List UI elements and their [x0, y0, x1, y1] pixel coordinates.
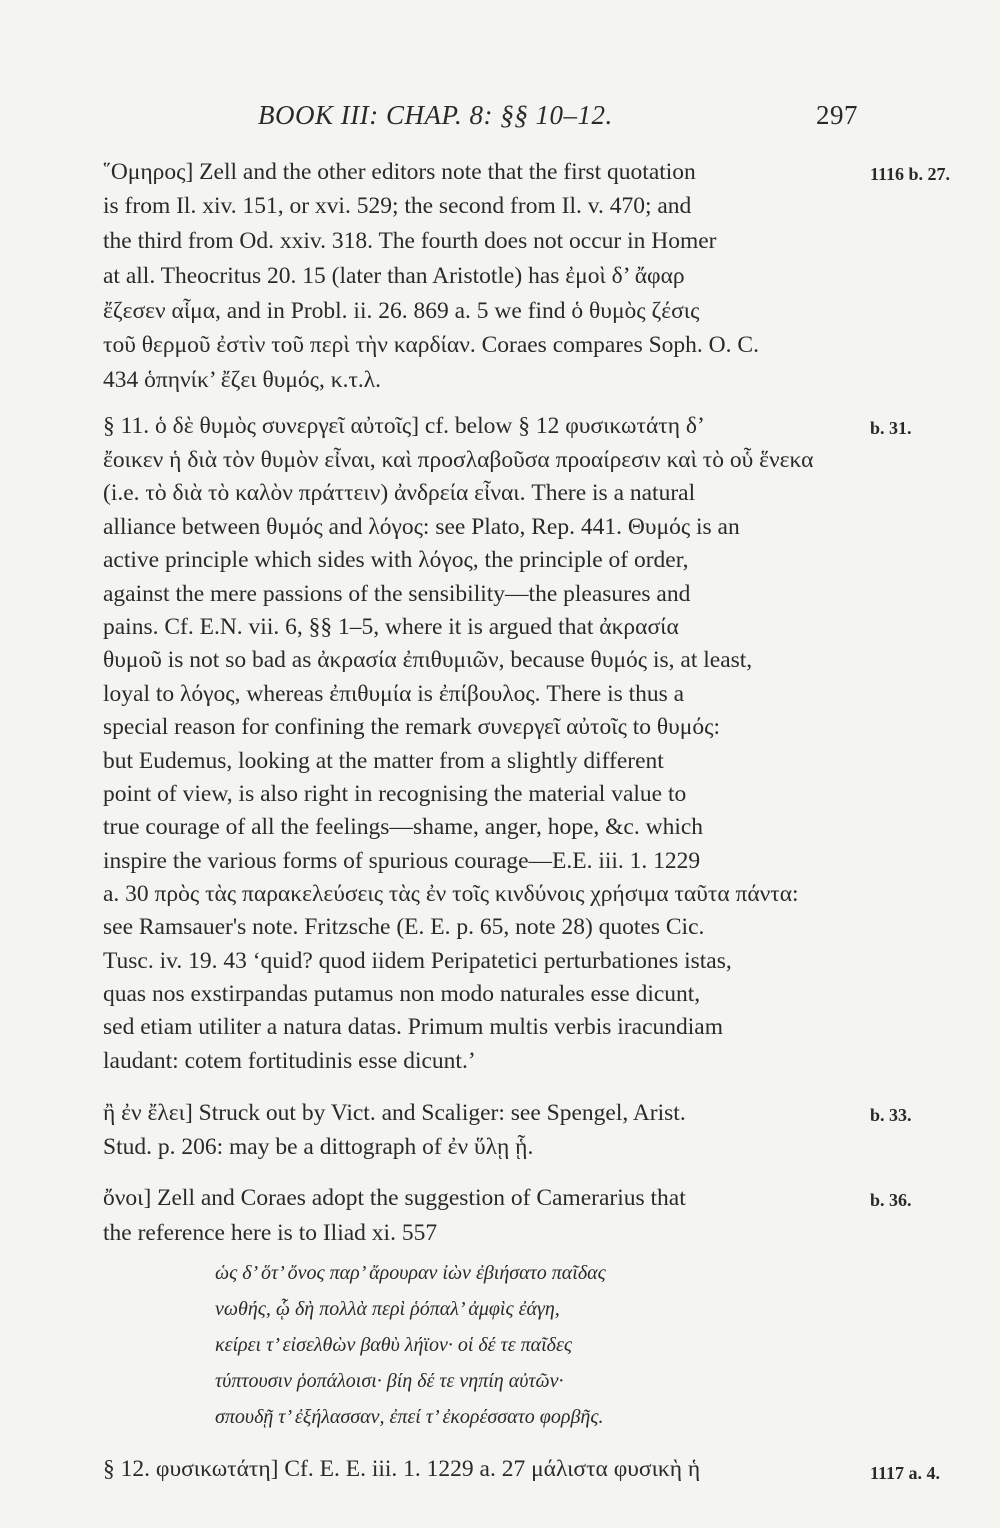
- text-line: inspire the various forms of spurious courage—E.E. iii. 1. 1229: [103, 848, 701, 874]
- text-line: τοῦ θερμοῦ ἐστὶν τοῦ περὶ τὴν καρδίαν. Coraes compares Soph. O. C.: [103, 332, 759, 358]
- text-line: θυμοῦ is not so bad as ἀκρασία ἐπιθυμιῶν, because θυμός is, at least,: [103, 647, 753, 673]
- text-line: sed etiam utiliter a natura datas. Primum multis verbis iracundiam: [103, 1014, 723, 1040]
- text-line: ῞Ομηρος] Zell and the other editors note that the first quotation: [103, 159, 696, 185]
- margin-reference: 1117 a. 4.: [870, 1463, 941, 1483]
- text-line: see Ramsauer's note. Fritzsche (E. E. p. 65, note 28) quotes Cic.: [103, 914, 705, 940]
- text-line: at all. Theocritus 20. 15 (later than Aristotle) has ἐμοὶ δ’ ἄφαρ: [103, 263, 685, 289]
- text-line: quas nos exstirpandas putamus non modo naturales esse dicunt,: [103, 981, 701, 1007]
- text-line: loyal to λόγος, whereas ἐπιθυμία is ἐπίβουλος. There is thus a: [103, 681, 685, 707]
- text-line: ὄνοι] Zell and Coraes adopt the suggestion of Camerarius that: [103, 1185, 686, 1211]
- text-line: is from Il. xiv. 151, or xvi. 529; the second from Il. v. 470; and: [103, 193, 692, 219]
- text-line: ἢ ἐν ἔλει] Struck out by Vict. and Scaliger: see Spengel, Arist.: [103, 1100, 686, 1126]
- text-line: the third from Od. xxiv. 318. The fourth does not occur in Homer: [103, 228, 717, 254]
- text-line: active principle which sides with λόγος, the principle of order,: [103, 547, 689, 573]
- text-line: but Eudemus, looking at the matter from a slightly different: [103, 748, 664, 774]
- text-line: 434 ὁπηνίκ’ ἔζει θυμός, κ.τ.λ.: [103, 367, 382, 393]
- margin-reference: 1116 b. 27.: [870, 164, 951, 184]
- section-12-line: § 12. φυσικωτάτη] Cf. E. E. iii. 1. 1229 a. 27 μάλιστα φυσικὴ ἡ: [103, 1456, 701, 1482]
- quotation-line: ὡς δ’ ὅτ’ ὄνος παρ’ ἄρουραν ἰὼν ἐβιήσατο παῖδας: [215, 1262, 606, 1284]
- running-title: BOOK III: CHAP. 8: §§ 10–12.: [258, 100, 613, 130]
- margin-reference: b. 36.: [870, 1190, 912, 1210]
- page-number: 297: [816, 100, 858, 130]
- margin-reference: b. 31.: [870, 418, 912, 438]
- margin-reference: b. 33.: [870, 1105, 912, 1125]
- text-line: ἔοικεν ἡ διὰ τὸν θυμὸν εἶναι, καὶ προσλαβοῦσα προαίρεσιν καὶ τὸ οὗ ἕνεκα: [103, 447, 814, 473]
- quotation-line: νωθής, ᾧ δὴ πολλὰ περὶ ῥόπαλ’ ἀμφὶς ἐάγη,: [215, 1298, 560, 1320]
- quotation-line: κείρει τ’ εἰσελθὼν βαθὺ λήϊον· οἱ δέ τε παῖδες: [215, 1334, 572, 1356]
- text-line: § 11. ὁ δὲ θυμὸς συνεργεῖ αὐτοῖς] cf. below § 12 φυσικωτάτη δ’: [103, 413, 705, 439]
- text-line: laudant: cotem fortitudinis esse dicunt.’: [103, 1048, 476, 1074]
- text-line: ἔζεσεν αἷμα, and in Probl. ii. 26. 869 a. 5 we find ὁ θυμὸς ζέσις: [103, 298, 700, 324]
- text-line: alliance between θυμός and λόγος: see Plato, Rep. 441. Θυμός is an: [103, 514, 740, 540]
- text-line: point of view, is also right in recognising the material value to: [103, 781, 687, 807]
- text-line: Stud. p. 206: may be a dittograph of ἐν ὕλῃ ᾗ.: [103, 1134, 534, 1160]
- text-line: against the mere passions of the sensibility—the pleasures and: [103, 581, 691, 607]
- text-line: pains. Cf. E.N. vii. 6, §§ 1–5, where it is argued that ἀκρασία: [103, 614, 679, 640]
- quotation-line: τύπτουσιν ῥοπάλοισι· βίη δέ τε νηπίη αὐτῶν·: [215, 1370, 564, 1392]
- text-line: (i.e. τὸ διὰ τὸ καλὸν πράττειν) ἀνδρεία εἶναι. There is a natural: [103, 480, 696, 506]
- text-line: the reference here is to Iliad xi. 557: [103, 1220, 438, 1246]
- running-header: [258, 100, 858, 140]
- text-line: a. 30 πρὸς τὰς παρακελεύσεις τὰς ἐν τοῖς κινδύνοις χρήσιμα ταῦτα πάντα:: [103, 881, 799, 907]
- quotation-line: σπουδῇ τ’ ἐξήλασσαν, ἐπεί τ’ ἐκορέσσατο φορβῆς.: [215, 1406, 604, 1428]
- text-line: Tusc. iv. 19. 43 ‘quid? quod iidem Peripatetici perturbationes istas,: [103, 948, 732, 974]
- text-line: true courage of all the feelings—shame, anger, hope, &c. which: [103, 814, 704, 840]
- text-line: special reason for confining the remark συνεργεῖ αὐτοῖς to θυμός:: [103, 714, 720, 740]
